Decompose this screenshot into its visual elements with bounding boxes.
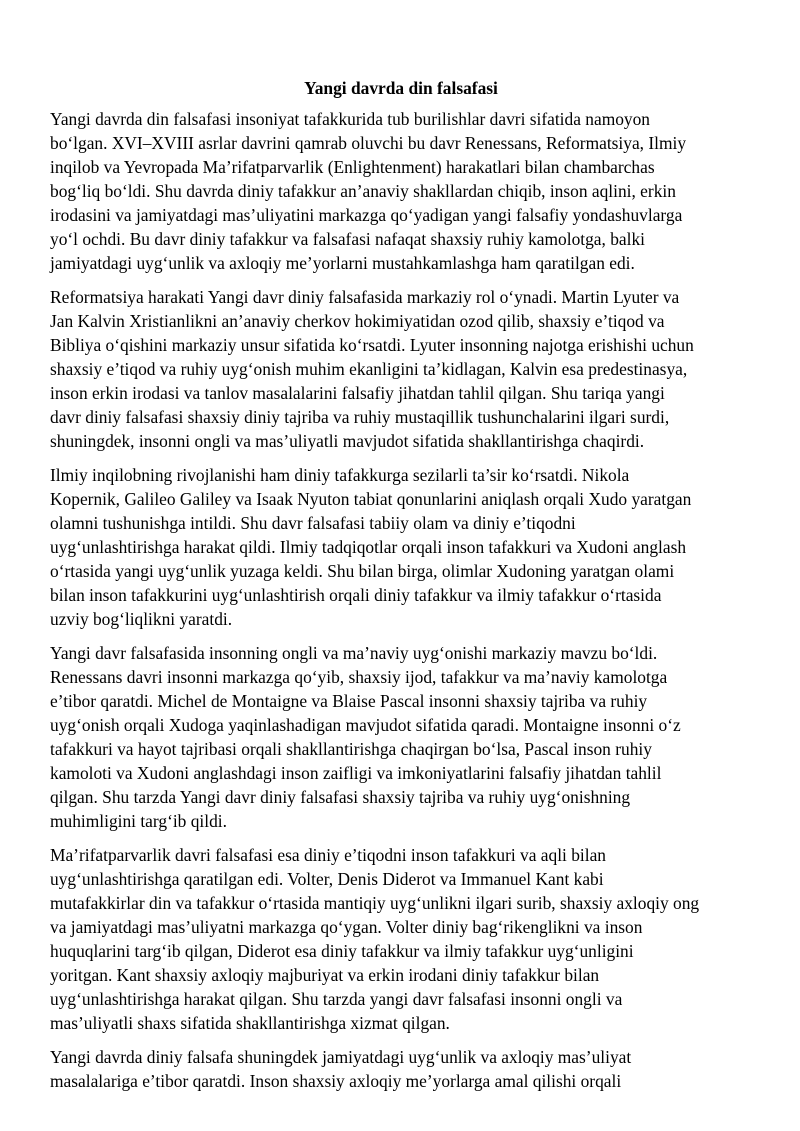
paragraph	[50, 463, 752, 631]
text-line: uyg‘unlashtirishga qaratilgan edi. Volter, Denis Diderot va Immanuel Kant kabi	[50, 869, 604, 889]
text-line: Bibliya o‘qishini markaziy unsur sifatida ko‘rsatdi. Lyuter insonning najotga erishishi uchun	[50, 335, 694, 355]
text-line: mutafakkirlar din va tafakkur o‘rtasida mantiqiy uyg‘unlikni ilgari surib, shaxsiy axloqiy ong	[50, 893, 700, 913]
text-line: jamiyatdagi uyg‘unlik va axloqiy me’yorlarni mustahkamlashga ham qaratilgan edi.	[50, 253, 635, 273]
paragraph	[50, 107, 752, 275]
document-title: Yangi davrda din falsafasi	[304, 78, 498, 98]
text-line: bog‘liq bo‘ldi. Shu davrda diniy tafakkur an’anaviy shakllardan chiqib, inson aqlini, erkin	[50, 181, 676, 201]
text-line: tafakkuri va hayot tajribasi orqali shakllantirishga chaqirgan bo‘lsa, Pascal inson ruhiy	[50, 739, 652, 759]
paragraph	[50, 1045, 752, 1093]
paragraph	[50, 641, 752, 833]
text-line: Kopernik, Galileo Galiley va Isaak Nyuton tabiat qonunlarini aniqlash orqali Xudo yaratgan	[50, 489, 692, 509]
document-page	[50, 76, 752, 1103]
text-line: uzviy bog‘liqlikni yaratdi.	[50, 609, 233, 629]
text-line: kamoloti va Xudoni anglashdagi inson zaifligi va imkoniyatlarini falsafiy jihatdan tahlil	[50, 763, 662, 783]
text-line: Yangi davrda diniy falsafa shuningdek jamiyatdagi uyg‘unlik va axloqiy mas’uliyat	[50, 1047, 632, 1067]
paragraph	[50, 285, 752, 453]
text-line: Yangi davr falsafasida insonning ongli va ma’naviy uyg‘onishi markaziy mavzu bo‘ldi.	[50, 643, 658, 663]
text-line: olamni tushunishga intildi. Shu davr falsafasi tabiiy olam va diniy e’tiqodni	[50, 513, 576, 533]
text-line: yo‘l ochdi. Bu davr diniy tafakkur va falsafasi nafaqat shaxsiy ruhiy kamolotga, balki	[50, 229, 645, 249]
text-line: bilan inson tafakkurini uyg‘unlashtirish orqali diniy tafakkur va ilmiy tafakkur o‘rtasida	[50, 585, 662, 605]
text-line: yoritgan. Kant shaxsiy axloqiy majburiyat va erkin irodani diniy tafakkur bilan	[50, 965, 600, 985]
text-line: uyg‘onish orqali Xudoga yaqinlashadigan mavjudot sifatida qaradi. Montaigne insonni o‘z	[50, 715, 681, 735]
text-line: Ilmiy inqilobning rivojlanishi ham diniy tafakkurga sezilarli ta’sir ko‘rsatdi. Nikola	[50, 465, 630, 485]
text-line: shaxsiy e’tiqod va ruhiy uyg‘onish muhim ekanligini ta’kidlagan, Kalvin esa predestinasya,	[50, 359, 688, 379]
text-line: Yangi davrda din falsafasi insoniyat tafakkurida tub burilishlar davri sifatida namoyon	[50, 109, 651, 129]
text-line: irodasini va jamiyatdagi mas’uliyatini markazga qo‘yadigan yangi falsafiy yondashuvlarga	[50, 205, 683, 225]
text-line: uyg‘unlashtirishga harakat qilgan. Shu tarzda yangi davr falsafasi insonni ongli va	[50, 989, 623, 1009]
text-line: uyg‘unlashtirishga harakat qildi. Ilmiy tadqiqotlar orqali inson tafakkuri va Xudoni anglash	[50, 537, 687, 557]
text-line: inson erkin irodasi va tanlov masalalarini falsafiy jihatdan tahlil qilgan. Shu tariqa yangi	[50, 383, 665, 403]
text-line: davr diniy falsafasi shaxsiy diniy tajriba va ruhiy mustaqillik tushunchalarini ilgari surdi,	[50, 407, 670, 427]
text-line: masalalariga e’tibor qaratdi. Inson shaxsiy axloqiy me’yorlarga amal qilishi orqali	[50, 1071, 622, 1091]
text-line: Reformatsiya harakati Yangi davr diniy falsafasida markaziy rol o‘ynadi. Martin Lyuter va	[50, 287, 680, 307]
text-line: mas’uliyatli shaxs sifatida shakllantirishga xizmat qilgan.	[50, 1013, 450, 1033]
text-line: bo‘lgan. XVI–XVIII asrlar davrini qamrab oluvchi bu davr Renessans, Reformatsiya, Ilmiy	[50, 133, 687, 153]
text-line: Renessans davri insonni markazga qo‘yib, shaxsiy ijod, tafakkur va ma’naviy kamolotga	[50, 667, 668, 687]
text-line: o‘rtasida yangi uyg‘unlik yuzaga keldi. Shu bilan birga, olimlar Xudoning yaratgan olami	[50, 561, 675, 581]
text-line: muhimligini targ‘ib qildi.	[50, 811, 227, 831]
text-line: Jan Kalvin Xristianlikni an’anaviy cherkov hokimiyatidan ozod qilib, shaxsiy e’tiqod va	[50, 311, 665, 331]
text-line: huquqlarini targ‘ib qilgan, Diderot esa diniy tafakkur va ilmiy tafakkur uyg‘unligini	[50, 941, 634, 961]
text-line: va jamiyatdagi mas’uliyatni markazga qo‘ygan. Volter diniy bag‘rikenglikni va inson	[50, 917, 643, 937]
text-line: qilgan. Shu tarzda Yangi davr diniy falsafasi shaxsiy tajriba va ruhiy uyg‘onishning	[50, 787, 631, 807]
text-line: shuningdek, insonni ongli va mas’uliyatli mavjudot sifatida shakllantirishga chaqirdi.	[50, 431, 645, 451]
text-line: Ma’rifatparvarlik davri falsafasi esa diniy e’tiqodni inson tafakkuri va aqli bilan	[50, 845, 606, 865]
paragraph	[50, 843, 752, 1035]
text-line: inqilob va Yevropada Ma’rifatparvarlik (Enlightenment) harakatlari bilan chambarchas	[50, 157, 655, 177]
text-line: e’tibor qaratdi. Michel de Montaigne va Blaise Pascal insonni shaxsiy tajriba va ruhiy	[50, 691, 648, 711]
document-body	[50, 107, 752, 1093]
